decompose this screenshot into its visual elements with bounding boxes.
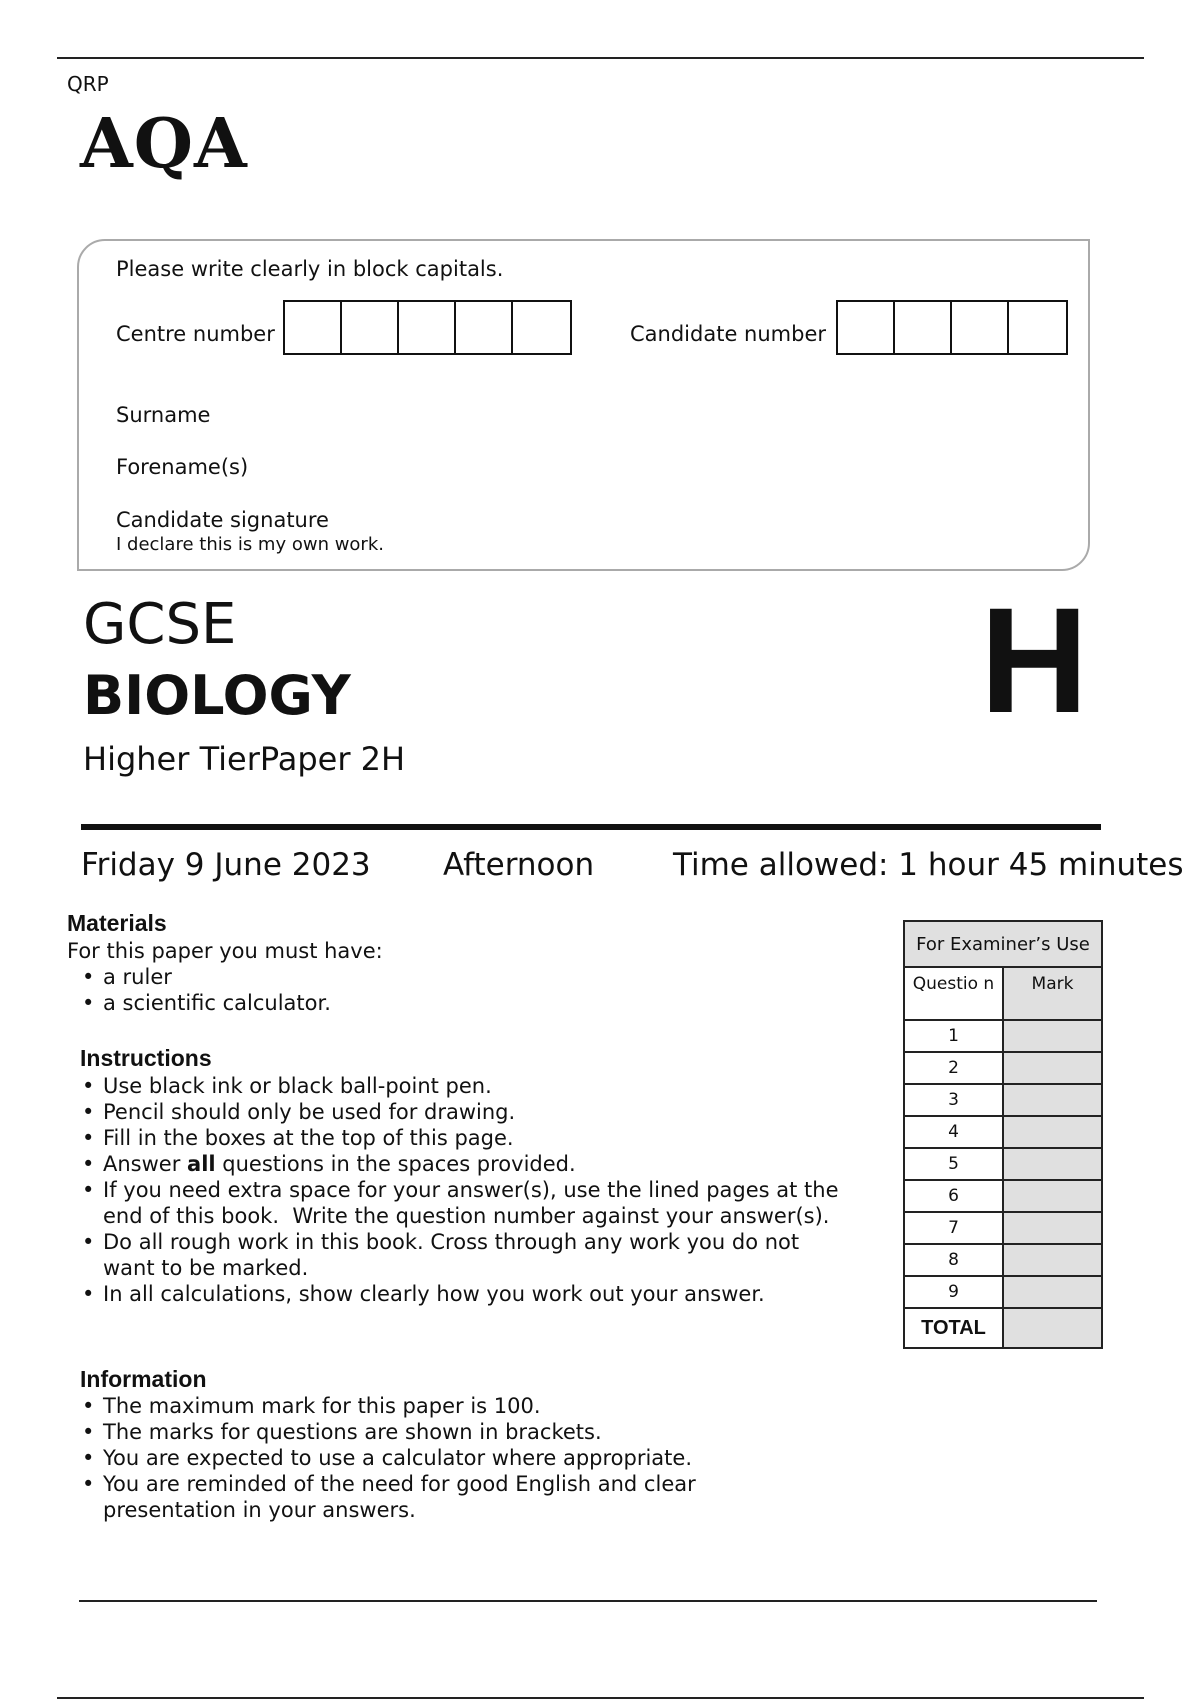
title-divider <box>81 824 1101 830</box>
tier-letter: H <box>980 576 1089 744</box>
centre-number-boxes[interactable] <box>283 300 572 355</box>
candidate-number-digit[interactable] <box>1009 302 1066 353</box>
mark-cell <box>1003 1116 1102 1148</box>
list-item: • The maximum mark for this paper is 100. <box>80 1393 760 1419</box>
list-item: • Fill in the boxes at the top of this page. <box>80 1125 845 1151</box>
candidate-number-label: Candidate number <box>630 322 826 346</box>
surname-label: Surname <box>116 403 211 427</box>
question-number: 9 <box>904 1276 1003 1308</box>
declaration-text: I declare this is my own work. <box>116 534 384 555</box>
total-mark-cell <box>1003 1308 1102 1348</box>
materials-list <box>80 964 780 1016</box>
list-item: • In all calculations, show clearly how you work out your answer. <box>80 1281 845 1307</box>
mark-cell <box>1003 1180 1102 1212</box>
question-number: 5 <box>904 1148 1003 1180</box>
list-item: • Do all rough work in this book. Cross through any work you do not want to be marked. <box>80 1229 845 1281</box>
question-number: 4 <box>904 1116 1003 1148</box>
forenames-label: Forename(s) <box>116 455 249 479</box>
candidate-details-box <box>77 239 1090 571</box>
emphasis-all: all <box>187 1152 216 1176</box>
table-row <box>904 1276 1102 1308</box>
table-row <box>904 1212 1102 1244</box>
list-item: • Pencil should only be used for drawing. <box>80 1099 845 1125</box>
total-label: TOTAL <box>904 1308 1003 1348</box>
qualification-title: GCSE <box>83 592 237 657</box>
tier-paper: Higher TierPaper 2H <box>83 740 406 778</box>
question-number: 2 <box>904 1052 1003 1084</box>
instructions-heading: Instructions <box>80 1045 212 1071</box>
signature-label: Candidate signature <box>116 508 329 532</box>
candidate-number-digit[interactable] <box>895 302 952 353</box>
bottom-rule <box>79 1600 1097 1602</box>
page-edge-rule <box>57 1697 1144 1699</box>
total-row <box>904 1308 1102 1348</box>
centre-number-digit[interactable] <box>285 302 342 353</box>
table-row <box>904 1180 1102 1212</box>
list-item: • You are expected to use a calculator where appropriate. <box>80 1445 760 1471</box>
table-row <box>904 1020 1102 1052</box>
mark-cell <box>1003 1212 1102 1244</box>
centre-number-digit[interactable] <box>399 302 456 353</box>
list-item: • a scientific calculator. <box>80 990 780 1016</box>
centre-number-digit[interactable] <box>456 302 513 353</box>
examiners-use-table <box>903 920 1103 1349</box>
information-heading: Information <box>80 1366 207 1392</box>
exam-session: Afternoon <box>443 847 595 883</box>
question-number: 7 <box>904 1212 1003 1244</box>
candidate-number-boxes[interactable] <box>836 300 1068 355</box>
mark-cell <box>1003 1052 1102 1084</box>
table-row <box>904 1244 1102 1276</box>
instructions-list <box>80 1073 845 1307</box>
mark-cell <box>1003 1244 1102 1276</box>
information-list <box>80 1393 760 1523</box>
list-item: • You are reminded of the need for good English and clear presentation in your answers. <box>80 1471 760 1523</box>
qrp-code: QRP <box>67 72 109 96</box>
list-item: • a ruler <box>80 964 780 990</box>
materials-heading: Materials <box>67 910 167 936</box>
table-row <box>904 1148 1102 1180</box>
list-item: • If you need extra space for your answer(s), use the lined pages at the end of this book. Write the question number against your answer(s). <box>80 1177 845 1229</box>
candidate-number-digit[interactable] <box>838 302 895 353</box>
mark-cell <box>1003 1276 1102 1308</box>
mark-cell <box>1003 1020 1102 1052</box>
table-row <box>904 1116 1102 1148</box>
candidate-number-digit[interactable] <box>952 302 1009 353</box>
aqa-logo: AQA <box>80 104 248 184</box>
question-number: 6 <box>904 1180 1003 1212</box>
examiners-use-header: For Examiner’s Use <box>904 921 1102 967</box>
mark-column-header: Mark <box>1003 967 1102 1020</box>
centre-number-label: Centre number <box>116 322 275 346</box>
table-row <box>904 1084 1102 1116</box>
list-item: • Use black ink or black ball-point pen. <box>80 1073 845 1099</box>
exam-date: Friday 9 June 2023 <box>81 847 371 883</box>
time-allowed: Time allowed: 1 hour 45 minutes <box>673 847 1184 883</box>
subject-title: BIOLOGY <box>83 664 351 727</box>
table-row <box>904 1052 1102 1084</box>
list-item: • Answer all questions in the spaces provided. <box>80 1151 845 1177</box>
mark-cell <box>1003 1148 1102 1180</box>
centre-number-digit[interactable] <box>513 302 570 353</box>
question-number: 1 <box>904 1020 1003 1052</box>
question-number: 3 <box>904 1084 1003 1116</box>
block-capitals-instruction: Please write clearly in block capitals. <box>116 257 504 281</box>
list-item: • The marks for questions are shown in brackets. <box>80 1419 760 1445</box>
top-rule <box>57 57 1144 59</box>
question-column-header: Questio n <box>904 967 1003 1020</box>
question-number: 8 <box>904 1244 1003 1276</box>
centre-number-digit[interactable] <box>342 302 399 353</box>
materials-intro: For this paper you must have: <box>67 939 383 963</box>
mark-cell <box>1003 1084 1102 1116</box>
